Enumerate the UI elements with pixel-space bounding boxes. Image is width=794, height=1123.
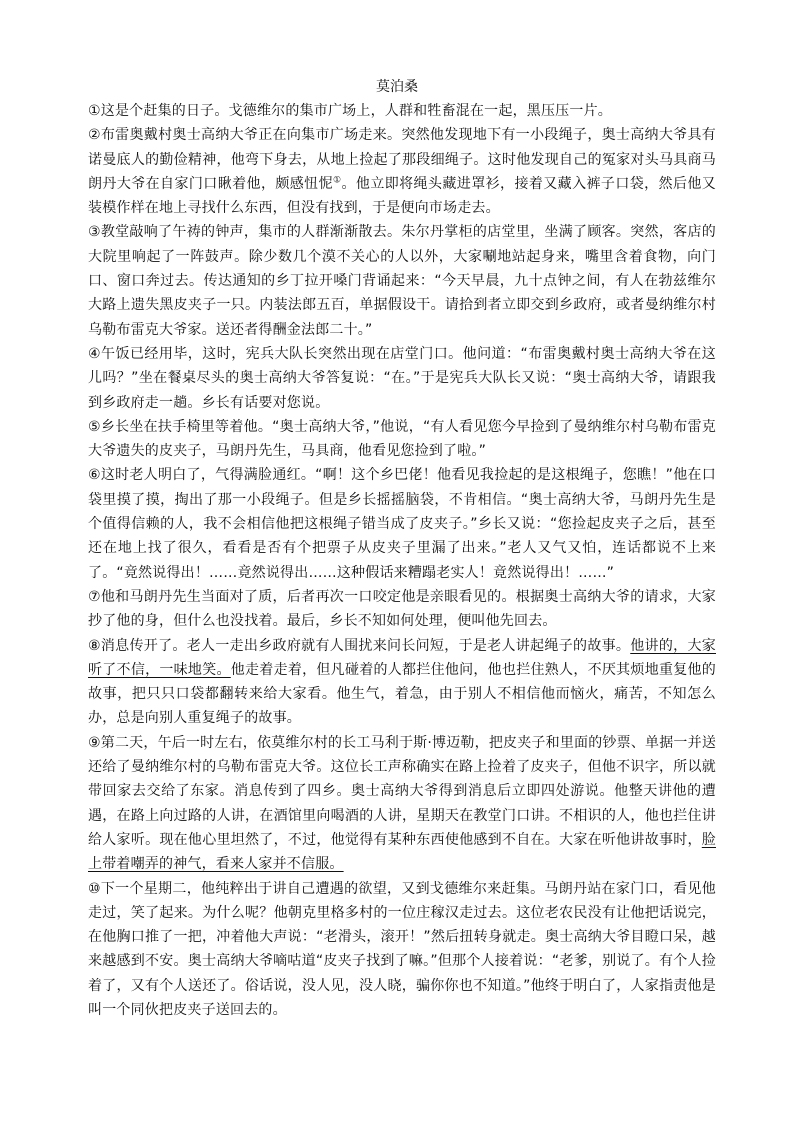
paragraph-number: ⑥ [88, 467, 101, 484]
paragraph-text: 下一个星期二，他纯粹出于讲自己遭遇的欲望，又到戈德维尔来赶集。马朗丹站在家门口，看见他走过，笑了起来。为什么呢？他朝克里格多村的一位庄稼汉走过去。这位老农民没有让他把话说完，在他胸口推了一把，冲着他大声说：“老滑头，滚开！”然后扭转身就走。奥士高纳大爷目瞪口呆，越来越感到不安。奥士高纳大爷嘀咕道“皮夹子找到了嘛。”但那个人接着说：“老爹，别说了。有个人捡着了，又有个人送还了。俗话说，没人见，没人晓，骗你你也不知道。”他终于明白了，人家指责他是叫一个同伙把皮夹子送回去的。 [88, 880, 716, 1018]
article-body [88, 99, 716, 1022]
paragraph-text: 第二天，午后一时左右，依莫维尔村的长工马利于斯·博迈勒，把皮夹子和里面的钞票、单据一并送还给了曼纳维尔村的乌勒布雷克大爷。这位长工声称确实在路上捡着了皮夹子，但他不识字，所以就带回家去交给了东家。消息传到了四乡。奥士高纳大爷得到消息后立即四处游说。他整天讲他的遭遇，在路上向过路的人讲，在酒馆里向喝酒的人讲，星期天在教堂门口讲。不相识的人，他也拦住讲给人家听。现在他心里坦然了，不过，他觉得有某种东西使他感到不自在。大家在听他讲故事时， [88, 734, 717, 848]
paragraph-9 [88, 731, 716, 877]
underlined-sentence: 脸上带着嘲弄的神气，看来人家并不信服。 [88, 831, 716, 873]
paragraph-4 [88, 342, 716, 415]
paragraph-1 [88, 99, 716, 123]
paragraph-number: ① [88, 103, 101, 119]
paragraph-number: ⑦ [88, 588, 101, 605]
paragraph-text-continued: 。他立即将绳头藏进罩衫，接着又藏入裤子口袋，然后他又装模作样在地上寻找什么东西，但没有找到，于是便向市场走去。 [88, 175, 716, 217]
footnote-marker: ① [333, 175, 342, 186]
paragraph-number: ④ [88, 345, 102, 362]
paragraph-number: ⑩ [88, 880, 101, 897]
paragraph-text: 布雷奥戴村奥士高纳大爷正在向集市广场走来。突然他发现地下有一小段绳子，奥士高纳大爷具有诺曼底人的勤俭精神，他弯下身去，从地上捡起了那段细绳子。这时他发现自己的冤家对头马具商马朗丹大爷在自家门口瞅着他，颇感忸怩 [88, 127, 716, 192]
paragraph-2 [88, 123, 716, 220]
paragraph-10 [88, 877, 716, 1023]
paragraph-number: ⑨ [88, 734, 101, 751]
paragraph-text: 消息传开了。老人一走出乡政府就有人围扰来问长问短，于是老人讲起绳子的故事。 [100, 637, 631, 654]
paragraph-text: 这时老人明白了，气得满脸通红。“啊！这个乡巴佬！他看见我捡起的是这根绳子，您瞧！”他在口袋里摸了摸，掏出了那一小段绳子。但是乡长摇摇脑袋，不肯相信。“奥士高纳大爷，马朗丹先生是个值得信赖的人，我不会相信他把这根绳子错当成了皮夹子。”乡长又说：“您捡起皮夹子之后，甚至还在地上找了很久，看看是否有个把票子从皮夹子里漏了出来。”老人又气又怕，连话都说不上来了。“竟然说得出！……竟然说得出……这种假话来糟蹋老实人！竟然说得出！……” [88, 467, 716, 581]
paragraph-7 [88, 585, 716, 634]
paragraph-number: ② [88, 127, 101, 144]
paragraph-number: ⑤ [88, 418, 101, 435]
paragraph-text: 教堂敲响了午祷的钟声，集市的人群渐渐散去。朱尔丹掌柜的店堂里，坐满了顾客。突然，客店的大院里响起了一阵鼓声。除少数几个漠不关心的人以外，大家唰地站起身来，嘴里含着食物，向门口、窗口奔过去。传达通知的乡丁拉开嗓门背诵起来：“今天早晨，九十点钟之间，有人在勃兹维尔大路上遗失黑皮夹子一只。内装法郎五百，单据假设干。请拾到者立即交到乡政府，或者曼纳维尔村乌勒布雷克大爷家。送还者得酬金法郎二十。” [88, 224, 716, 338]
paragraph-text: 乡长坐在扶手椅里等着他。“奥士高纳大爷，”他说，“有人看见您今早捡到了曼纳维尔村乌勒布雷克大爷遗失的皮夹子，马朗丹先生，马具商，他看见您捡到了啦。” [88, 418, 716, 460]
paragraph-text: 他和马朗丹先生当面对了质，后者再次一口咬定他是亲眼看见的。根据奥士高纳大爷的请求，大家抄了他的身，但什么也没找着。最后，乡长不知如何处理，便叫他先回去。 [88, 588, 716, 630]
page-title: 莫泊桑 [376, 79, 418, 95]
paragraph-number: ③ [88, 224, 101, 241]
paragraph-3 [88, 220, 716, 341]
paragraph-6 [88, 463, 716, 584]
paragraph-number: ⑧ [88, 637, 101, 654]
paragraph-8 [88, 634, 716, 731]
paragraph-text-continued: 他走着走着，但凡碰着的人都拦住他问，他也拦住熟人，不厌其烦地重复他的故事，把只只口袋都翻转来给大家看。他生气，着急，由于别人不相信他而恼火，痛苦，不知怎么办，总是向别人重复绳子的故事。 [88, 661, 716, 727]
underlined-sentence: 他讲的，大家听了不信，一味地笑。 [88, 637, 716, 678]
paragraph-text: 午饭已经用毕，这时，宪兵大队长突然出现在店堂门口。他问道：“布雷奥戴村奥士高纳大爷在这儿吗？”坐在餐桌尽头的奥士高纳大爷答复说：“在。”于是宪兵大队长又说：“奥士高纳大爷，请跟我到乡政府走一趟。乡长有话要对您说。 [88, 345, 716, 411]
paragraph-text: 这是个赶集的日子。戈德维尔的集市广场上，人群和牲畜混在一起，黑压压一片。 [100, 103, 612, 119]
paragraph-5 [88, 415, 716, 464]
